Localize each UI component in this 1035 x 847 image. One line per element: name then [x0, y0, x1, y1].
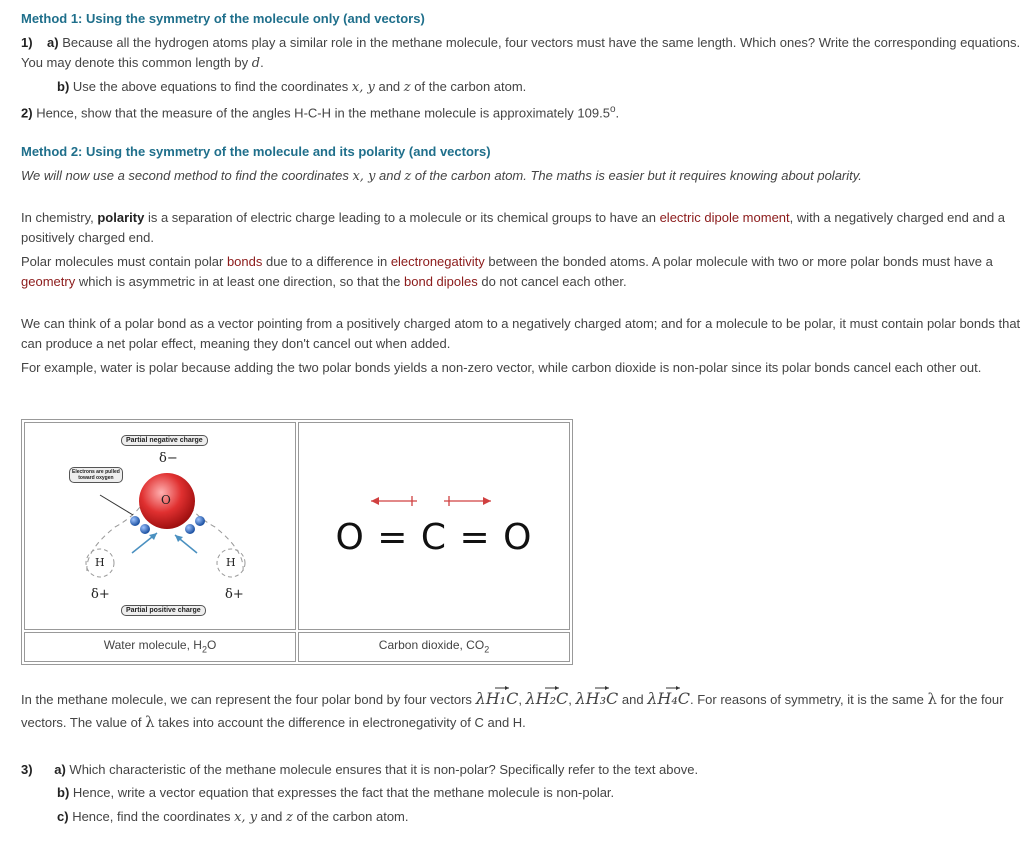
- q1b-end: of the carbon atom.: [414, 79, 527, 94]
- p2-text-e: do not cancel each other.: [481, 274, 627, 289]
- hydrogen-right-label: H: [226, 556, 236, 569]
- polar-bond-vector-paragraph: We can think of a polar bond as a vector pointing from a positively charged atom to a negatively charged atom; and for a molecule to be polar, it must contain polar bonds that can produce a net polar effect, meaning they don't cancel out when added.: [21, 316, 1021, 351]
- vector-h2c-label: λH₂C: [525, 689, 569, 708]
- water-caption: [24, 632, 296, 662]
- vector-h3c-label: λH₃C: [575, 689, 619, 708]
- p1-text-a: In chemistry,: [21, 210, 94, 225]
- q2-text: Hence, show that the measure of the angles H-C-H in the methane molecule is approximately 109.5: [36, 105, 610, 121]
- link-geometry[interactable]: geometry: [21, 274, 76, 289]
- hydrogen-left-label: H: [95, 556, 105, 569]
- co2-arrow-left: [371, 497, 379, 505]
- question-1a: 1) a) Because all the hydrogen atoms play a similar role in the methane molecule, four vectors must have the same length. Which ones? Write the corresponding equations. You may denote this common length by d.: [21, 35, 1021, 71]
- q3a-label: a): [54, 762, 66, 777]
- q3b-label: b): [57, 785, 70, 800]
- co2-formula: O = C = O: [335, 517, 533, 558]
- partial-negative-label: Partial negative charge: [121, 435, 208, 446]
- method2-heading: Method 2: Using the symmetry of the molecule and its polarity (and vectors): [21, 144, 491, 159]
- q3c-z: z: [286, 810, 293, 825]
- electron-dot: [185, 524, 195, 534]
- methane-and: and: [621, 692, 644, 707]
- q3c-and: and: [260, 809, 283, 824]
- q3-number: 3): [21, 762, 33, 777]
- q1a-text: Because all the hydrogen atoms play a similar role in the methane molecule, four vectors must have the same length. Which ones? Write the corresponding equations. You may denote this common length by: [21, 35, 1021, 70]
- vector-h2c: [526, 691, 569, 707]
- intro-z: z: [404, 169, 412, 184]
- q1b-z: z: [403, 80, 411, 95]
- water-caption-sub: 2: [201, 644, 207, 655]
- delta-plus-right: δ+: [225, 587, 244, 602]
- method2-intro: [21, 166, 1029, 187]
- vector-h3c: [576, 691, 619, 707]
- molecule-figure-table: [21, 419, 573, 665]
- q1b-label: b): [57, 79, 70, 94]
- method1-heading: Method 1: Using the symmetry of the molecule only (and vectors): [21, 11, 425, 26]
- q3c-text: Hence, find the coordinates: [72, 809, 231, 824]
- p2-text-c: between the bonded atoms. A polar molecule with two or more polar bonds must have a: [488, 254, 993, 269]
- methane-text-b: . For reasons of symmetry, it is the same: [689, 692, 924, 707]
- electron-dot: [195, 516, 205, 526]
- water-caption-end: O: [206, 638, 217, 652]
- polarity-definition: [21, 208, 1029, 248]
- co2-caption: [298, 632, 570, 662]
- vector-h1c: [476, 691, 519, 707]
- p1-text-b: is a separation of electric charge leading to a molecule or its chemical groups to have an: [147, 210, 656, 225]
- water-molecule-image-cell: [24, 422, 296, 630]
- lambda-symbol: λ: [145, 713, 155, 731]
- intro-text-b: of the carbon atom. The maths is easier but it requires knowing about polarity.: [414, 168, 862, 183]
- question-3a: [21, 760, 1029, 780]
- partial-positive-label: Partial positive charge: [121, 605, 206, 616]
- methane-text-a: In the methane molecule, we can represent the four polar bond by four vectors: [21, 692, 472, 707]
- lambda-symbol: λ: [927, 690, 937, 708]
- p2-text-d: which is asymmetric in at least one direction, so that the: [78, 274, 401, 289]
- q1b-and: and: [378, 79, 401, 94]
- electron-dot: [140, 524, 150, 534]
- methane-text-c: for the four vectors. The value of: [21, 692, 1004, 730]
- p1-text-c: , with a negatively charged end and a positively charged end.: [21, 210, 1006, 245]
- co2-arrow-right: [483, 497, 491, 505]
- electron-dot: [130, 516, 140, 526]
- vector-h1c-label: λH₁C: [475, 689, 519, 708]
- delta-plus-left: δ+: [91, 587, 110, 602]
- electrons-note-line1: Electrons are pulled: [72, 469, 120, 475]
- question-2: 2) Hence, show that the measure of the angles H-C-H in the methane molecule is approximately 109.5$^o$.: [21, 104, 620, 121]
- question-3b: [21, 783, 1029, 803]
- co2-caption-sub: 2: [484, 644, 490, 655]
- oxygen-label: O: [161, 493, 171, 507]
- water-molecule-diagram: [25, 423, 295, 629]
- q1b-vars: x, y: [351, 80, 375, 95]
- q1b-text: Use the above equations to find the coordinates: [72, 79, 349, 94]
- vector-h4c: [647, 691, 690, 707]
- q3b-text: Hence, write a vector equation that expresses the fact that the methane molecule is non-polar.: [72, 785, 615, 800]
- water-caption-text: Water molecule, H: [103, 638, 202, 652]
- p2-text-a: Polar molecules must contain polar: [21, 254, 224, 269]
- q3a-text: Which characteristic of the methane molecule ensures that it is non-polar? Specifically refer to the text above.: [69, 762, 699, 777]
- link-electric-dipole-moment[interactable]: electric dipole moment: [659, 210, 790, 225]
- p2-text-b: due to a difference in: [266, 254, 388, 269]
- q1a-label: a): [47, 35, 59, 50]
- electrons-note-line2: toward oxygen: [78, 475, 114, 481]
- co2-molecule-image-cell: [298, 422, 570, 630]
- methane-text-d: takes into account the difference in electronegativity of C and H.: [158, 715, 526, 730]
- q1-number: 1): [21, 35, 33, 50]
- link-electronegativity[interactable]: electronegativity: [390, 254, 485, 269]
- water-co2-example-paragraph: For example, water is polar because adding the two polar bonds yields a non-zero vector, while carbon dioxide is non-polar since its polar bonds cancel each other out.: [21, 360, 982, 375]
- intro-and: and: [379, 168, 401, 183]
- methane-vectors-paragraph: In the methane molecule, we can represent the four polar bond by four vectors λH₁C , λH₂C , λH₃C and λH₄C . For reasons of symmetry, it is the same λ for the four vectors. The value of λ takes into account the difference in electronegativity of C and H.: [21, 688, 1033, 734]
- q2-number: 2): [21, 105, 33, 121]
- q3c-vars: x, y: [234, 810, 258, 825]
- link-bond-dipoles[interactable]: bond dipoles: [404, 274, 478, 289]
- polar-molecules-paragraph: [21, 252, 1029, 292]
- question-3c: [21, 807, 1029, 828]
- electrons-pulled-note: [69, 467, 123, 483]
- q3c-label: c): [57, 809, 69, 824]
- q3c-end: of the carbon atom.: [296, 809, 409, 824]
- polarity-term: polarity: [97, 210, 145, 225]
- question-1b: [21, 77, 1029, 98]
- intro-text-a: We will now use a second method to find the coordinates: [21, 168, 349, 183]
- delta-minus: δ−: [159, 451, 178, 466]
- link-bonds[interactable]: bonds: [226, 254, 263, 269]
- intro-vars: x, y: [352, 169, 376, 184]
- degree-symbol: o: [609, 104, 616, 115]
- vector-h4c-label: λH₄C: [647, 689, 690, 708]
- co2-caption-text: Carbon dioxide, CO: [378, 638, 485, 652]
- q1a-variable: d: [251, 56, 261, 71]
